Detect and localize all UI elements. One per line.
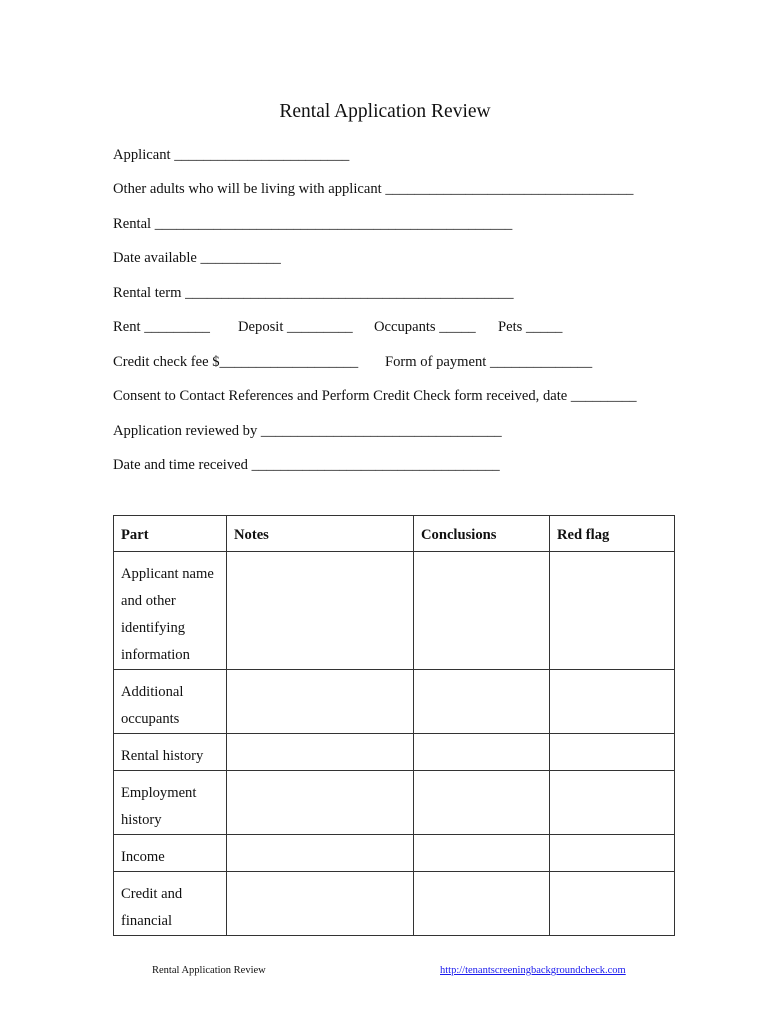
red-flag-cell[interactable]: [550, 552, 675, 670]
header-red-flag: Red flag: [550, 516, 675, 552]
conclusions-cell[interactable]: [414, 734, 550, 771]
table-row: [114, 670, 675, 734]
reviewed-by-field: Application reviewed by _________________________________: [113, 423, 502, 439]
applicant-field: Applicant ________________________: [113, 147, 350, 163]
notes-cell[interactable]: [227, 771, 414, 835]
consent-field: Consent to Contact References and Perform Credit Check form received, date _________: [113, 388, 637, 404]
occupants-field: Occupants _____: [374, 319, 476, 335]
red-flag-cell[interactable]: [550, 734, 675, 771]
red-flag-cell[interactable]: [550, 771, 675, 835]
table-header-row: [114, 516, 675, 552]
form-of-payment-field: Form of payment ______________: [385, 354, 593, 370]
conclusions-cell[interactable]: [414, 670, 550, 734]
footer-title: Rental Application Review: [152, 965, 266, 976]
footer-website-link[interactable]: http://tenantscreeningbackgroundcheck.com: [440, 965, 626, 976]
part-cell: Additional occupants: [114, 670, 227, 734]
review-table-container: [113, 515, 674, 936]
conclusions-cell[interactable]: [414, 872, 550, 936]
fee-payment-row: [113, 352, 673, 372]
header-part: Part: [114, 516, 227, 552]
notes-cell[interactable]: [227, 552, 414, 670]
conclusions-cell[interactable]: [414, 771, 550, 835]
conclusions-cell[interactable]: [414, 552, 550, 670]
conclusions-cell[interactable]: [414, 835, 550, 872]
date-time-received-field: Date and time received __________________________________: [113, 457, 500, 473]
part-cell: Rental history: [114, 734, 227, 771]
rent-deposit-occupants-pets-row: [113, 317, 673, 337]
part-cell: Credit and financial: [114, 872, 227, 936]
other-adults-field: Other adults who will be living with applicant __________________________________: [113, 181, 634, 197]
table-row: [114, 734, 675, 771]
red-flag-cell[interactable]: [550, 872, 675, 936]
rent-field: Rent _________: [113, 319, 210, 335]
rental-field: Rental _________________________________________________: [113, 216, 513, 232]
notes-cell[interactable]: [227, 835, 414, 872]
header-notes: Notes: [227, 516, 414, 552]
notes-cell[interactable]: [227, 872, 414, 936]
pets-field: Pets _____: [498, 319, 563, 335]
date-available-field: Date available ___________: [113, 250, 281, 266]
table-row: [114, 771, 675, 835]
part-cell: Employment history: [114, 771, 227, 835]
table-row: [114, 835, 675, 872]
header-conclusions: Conclusions: [414, 516, 550, 552]
red-flag-cell[interactable]: [550, 670, 675, 734]
deposit-field: Deposit _________: [238, 319, 353, 335]
notes-cell[interactable]: [227, 670, 414, 734]
table-row: [114, 872, 675, 936]
table-row: [114, 552, 675, 670]
red-flag-cell[interactable]: [550, 835, 675, 872]
part-cell: Applicant name and other identifying information: [114, 552, 227, 670]
credit-check-fee-field: Credit check fee $___________________: [113, 354, 359, 370]
review-table: [113, 515, 675, 936]
rental-term-field: Rental term _____________________________________________: [113, 285, 514, 301]
part-cell: Income: [114, 835, 227, 872]
page-title: Rental Application Review: [279, 101, 491, 122]
notes-cell[interactable]: [227, 734, 414, 771]
